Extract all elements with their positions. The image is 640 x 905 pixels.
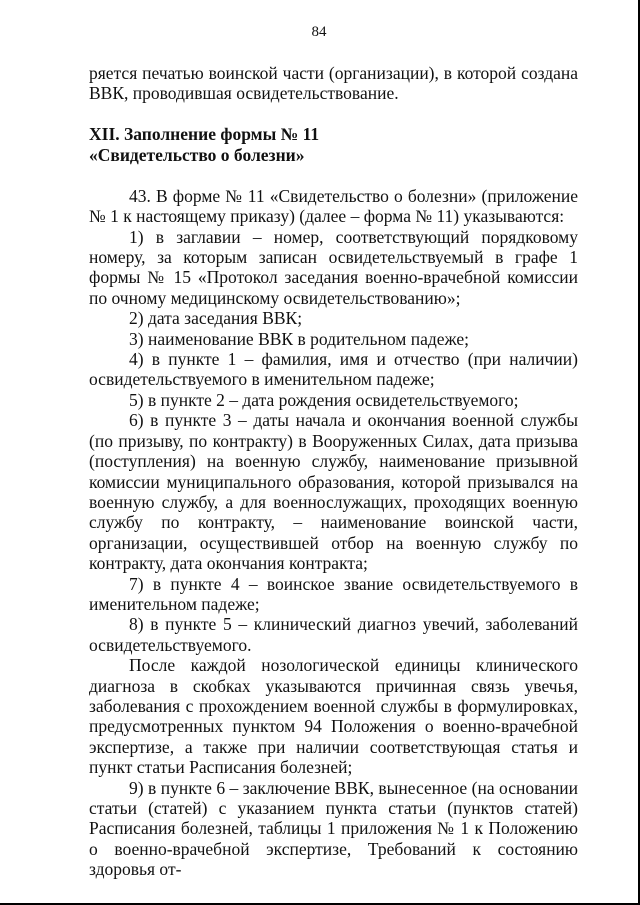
paragraph-43: 43. В форме № 11 «Свидетельство о болезни» (приложение № 1 к настоящему приказу) (далее – форма № 11) указываются: xyxy=(89,185,578,227)
spacer xyxy=(89,166,578,186)
diagnosis-paragraph: После каждой нозологической единицы клинического диагноза в скобках указываются причинная связь увечья, заболевания с прохождением военной службы в формулировках, предусмотренных пунктом 94 Положения о военно-врачебной экспертизе, а также при наличии соответствующая статья и пункт статьи Расписания болезней; xyxy=(89,655,578,778)
list-item-6: 6) в пункте 3 – даты начала и окончания военной службы (по призыву, по контракту) в Вооруженных Силах, дата призыва (поступления) на военную службу, наименование призывной комиссии муниципального образования, которой призывался на военную службу, а для военнослужащих, проходящих военную службу по контракту, – наименование воинской части, организации, осуществившей отбор на военную службу по контракту, дата окончания контракта; xyxy=(89,410,578,574)
list-item-8: 8) в пункте 5 – клинический диагноз увечий, заболеваний освидетельствуемого. xyxy=(89,614,578,655)
list-item-9: 9) в пункте 6 – заключение ВВК, вынесенное (на основании статьи (статей) с указанием пункта статьи (пунктов статей) Расписания болезней, таблицы 1 приложения № 1 к Положению о военно-врачебной экспертизе, Требований к состоянию здоровья от- xyxy=(89,777,578,880)
list-item-7: 7) в пункте 4 – воинское звание освидетельствуемого в именительном падеже; xyxy=(89,573,578,614)
list-item-3: 3) наименование ВВК в родительном падеже; xyxy=(129,328,470,349)
section-heading-line-2: «Свидетельство о болезни» xyxy=(89,144,305,165)
section-heading-line-1: XII. Заполнение формы № 11 xyxy=(89,123,320,144)
document-body xyxy=(89,63,578,880)
list-item-1: 1) в заглавии – номер, соответствующий порядковому номеру, за которым записан освидетельствуемый в графе 1 формы № 15 «Протокол заседания военно-врачебной комиссии по очному медицинскому освидетельствованию»; xyxy=(89,226,578,308)
intro-continuation: ряется печатью воинской части (организации), в которой создана ВВК, проводившая освидетельствование. xyxy=(89,63,578,104)
list-item-2: 2) дата заседания ВВК; xyxy=(129,308,303,329)
list-item-5: 5) в пункте 2 – дата рождения освидетельствуемого; xyxy=(129,389,519,410)
page-number: 84 xyxy=(311,24,327,40)
list-item-4: 4) в пункте 1 – фамилия, имя и отчество (при наличии) освидетельствуемого в именительном падеже; xyxy=(89,349,578,390)
spacer xyxy=(89,104,578,124)
